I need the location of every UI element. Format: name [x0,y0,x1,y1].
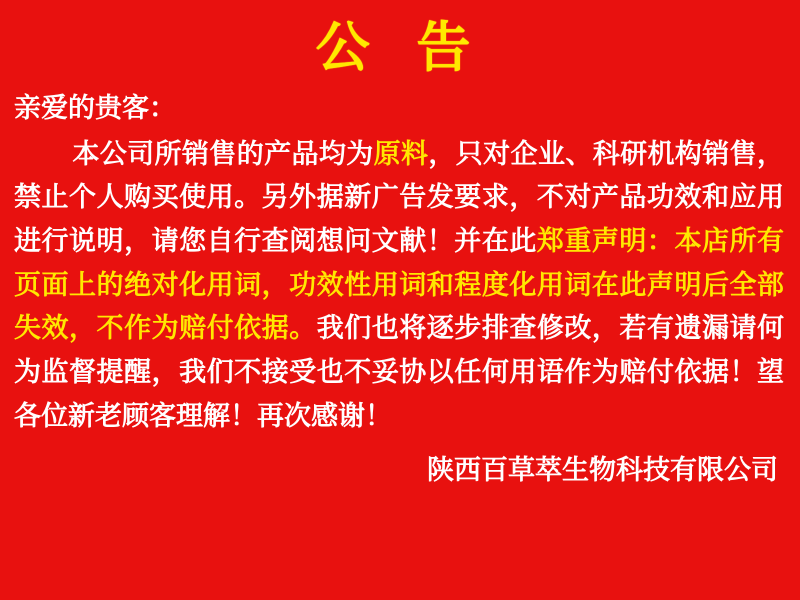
page-title: 公 告 [315,16,485,79]
company-signature: 陕西百草萃生物科技有限公司 [427,454,778,486]
notice-highlight-raw-material: 原料 [373,138,429,170]
salutation-text: 亲爱的贵客： [14,92,176,124]
notice-segment-1: 本公司所销售的产品均为 [72,138,374,170]
notice-segment-3: ，只对企业、科研机构销售，禁止个人购买使用。另外据新广告发要求，不对产品功效和应用进行说明，请您自行查阅想问文献！并在此 [14,138,785,257]
notice-body [0,81,800,493]
notice-highlight-statement: 郑重声明：本店所有页面上的绝对化用词，功效性用词和程度化用词在此声明后全部失效，不作为赔付依据。 [14,226,785,345]
notice-paragraph [14,133,784,439]
notice-segment-5: 我们也将逐步排查修改，若有遗漏请何为监督提醒，我们不接受也不妥协以任何用语作为赔付依据！望各位新老顾客理解！再次感谢！ [14,313,784,432]
